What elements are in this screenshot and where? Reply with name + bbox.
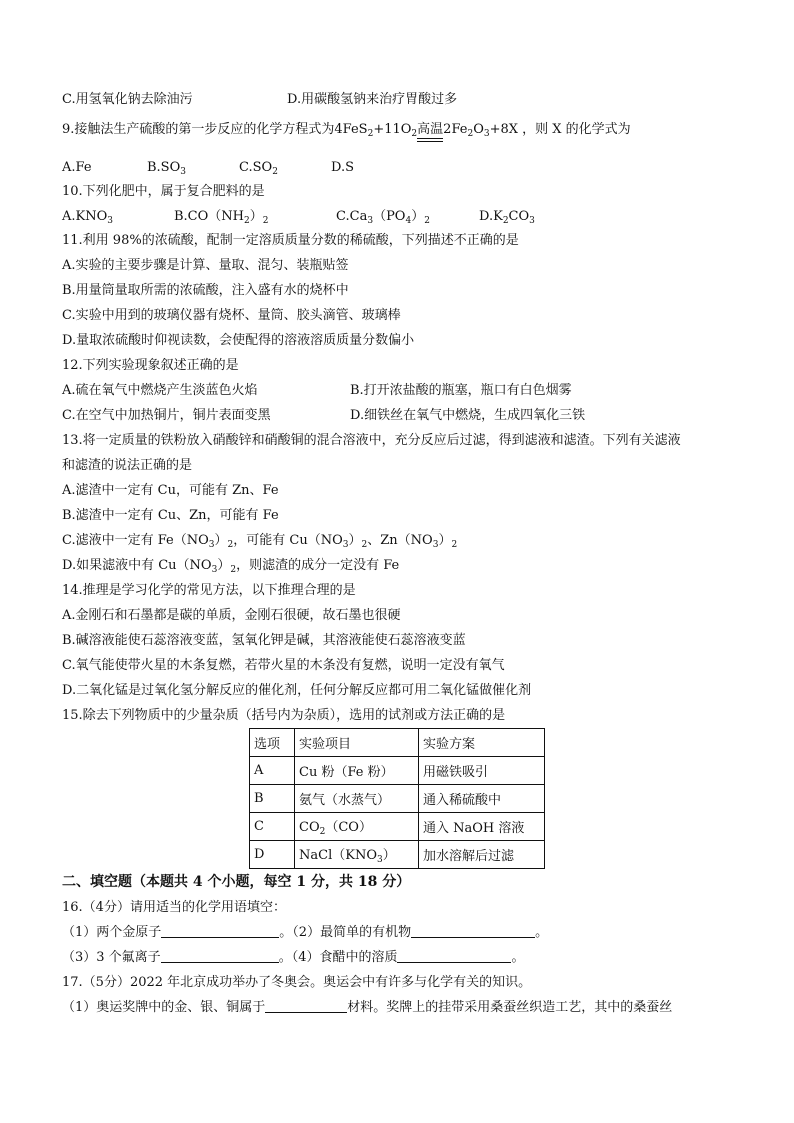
q13-option-b: B.滤渣中一定有 Cu、Zn，可能有 Fe (62, 508, 279, 523)
q16-row1: （1）两个金原子 。（2）最简单的有机物 。 (62, 925, 549, 940)
answer-blank[interactable] (397, 949, 511, 963)
table-header-cell: 选项 (250, 729, 295, 757)
q11-stem: 11.利用 98%的浓硫酸，配制一定溶质质量分数的稀硫酸，下列描述不正确的是 (62, 233, 519, 248)
table-cell: A (250, 757, 295, 785)
q14-stem: 14.推理是学习化学的常见方法，以下推理合理的是 (62, 583, 356, 598)
q10-option-b: $B.CO(NH_2)_2$ (174, 209, 269, 226)
table-cell: 用磁铁吸引 (419, 757, 545, 785)
section-title: 二、填空题（本题共 4 个小题，每空 1 分，共 18 分） (62, 874, 411, 890)
q12-option-b: B.打开浓盐酸的瓶塞，瓶口有白色烟雾 (350, 383, 572, 398)
q16-row2: （3）3 个氟离子 。（4）食醋中的溶质 。 (62, 950, 525, 965)
q9-stem-text: 9.接触法生产硫酸的第一步反应的化学方程式为 (62, 122, 335, 137)
q10-option-d: $D.K_2CO_3$ (479, 209, 535, 226)
table-cell: 加水溶解后过滤 (419, 841, 545, 869)
reaction-condition: 高温 (417, 122, 444, 137)
q9-stem-tail: ，则 X 的化学式为 (522, 122, 631, 137)
q12-option-c: C.在空气中加热铜片，铜片表面变黑 (62, 408, 271, 423)
q11-option-d: D.量取浓硫酸时仰视读数，会使配得的溶液溶质质量分数偏小 (62, 333, 415, 348)
table-header-row (250, 729, 545, 757)
q12-option-d: D.细铁丝在氧气中燃烧，生成四氧化三铁 (350, 408, 586, 423)
q13-option-c: C.滤液中一定有 $Fe(NO_3)_2$，可能有 $Cu(NO_3)_2$、$Zn(NO_3)_2$ (62, 533, 458, 550)
table-cell: 通入 NaOH 溶液 (419, 813, 545, 841)
q14-option-c: C.氧气能使带火星的木条复燃，若带火星的木条没有复燃，说明一定没有氧气 (62, 658, 505, 673)
table-cell: 通入稀硫酸中 (419, 785, 545, 813)
q12-stem: 12.下列实验现象叙述正确的是 (62, 358, 239, 373)
table-cell: $CO_2(CO)$ (295, 813, 419, 841)
q15-stem: 15.除去下列物质中的少量杂质（括号内为杂质），选用的试剂或方法正确的是 (62, 708, 506, 723)
table-cell: $NaCl(KNO_3)$ (295, 841, 419, 869)
table-cell: 氨气（水蒸气） (295, 785, 419, 813)
q17-stem: 17.（5分）2022 年北京成功举办了冬奥会。奥运会中有许多与化学有关的知识。 (62, 975, 532, 990)
q12-option-a: A.硫在氧气中燃烧产生淡蓝色火焰 (62, 383, 258, 398)
q8-option-c: C.用氢氧化钠去除油污 (62, 92, 193, 107)
q9-stem (62, 121, 631, 143)
answer-blank[interactable] (161, 924, 279, 938)
table-header-cell: 实验方案 (419, 729, 545, 757)
table-row (250, 813, 545, 841)
table-row (250, 785, 545, 813)
q15-table (249, 728, 545, 869)
table-row (250, 757, 545, 785)
answer-blank[interactable] (265, 999, 347, 1013)
q17-part1: （1）奥运奖牌中的金、银、铜属于 材料。奖牌上的挂带采用桑蚕丝织造工艺，其中的桑蚕丝 (62, 1000, 673, 1015)
q13-stem-line2: 和滤渣的说法正确的是 (62, 458, 193, 473)
q9-equation: $4FeS_2+11O_2$高温$2Fe_2O_3+8X$ (334, 122, 519, 139)
q10-stem: 10.下列化肥中，属于复合肥料的是 (62, 184, 265, 199)
q9-option-a: A.Fe (62, 160, 92, 175)
table-row (250, 841, 545, 869)
table-cell: Cu 粉（Fe 粉） (295, 757, 419, 785)
q9-option-b: $B.SO_3$ (147, 160, 186, 177)
q8-option-d: D.用碳酸氢钠来治疗胃酸过多 (287, 92, 458, 107)
q11-option-c: C.实验中用到的玻璃仪器有烧杯、量筒、胶头滴管、玻璃棒 (62, 308, 401, 323)
q16-stem: 16.（4分）请用适当的化学用语填空： (62, 900, 286, 915)
q11-option-a: A.实验的主要步骤是计算、量取、混匀、装瓶贴签 (62, 258, 349, 273)
q11-option-b: B.用量筒量取所需的浓硫酸，注入盛有水的烧杯中 (62, 283, 349, 298)
q14-option-b: B.碱溶液能使石蕊溶液变蓝，氢氧化钾是碱，其溶液能使石蕊溶液变蓝 (62, 633, 466, 648)
q9-option-d: D.S (331, 160, 354, 175)
table-cell: B (250, 785, 295, 813)
q9-option-c: $C.SO_2$ (239, 160, 278, 177)
q10-option-c: $C.Ca_3(PO_4)_2$ (336, 209, 430, 226)
q13-option-a: A.滤渣中一定有 Cu，可能有 Zn、Fe (62, 483, 279, 498)
table-cell: C (250, 813, 295, 841)
answer-blank[interactable] (411, 924, 535, 938)
answer-blank[interactable] (161, 949, 279, 963)
q10-option-a: $A.KNO_3$ (62, 209, 113, 226)
q14-option-a: A.金刚石和石墨都是碳的单质，金刚石很硬，故石墨也很硬 (62, 608, 401, 623)
q13-stem-line1: 13.将一定质量的铁粉放入硝酸锌和硝酸铜的混合溶液中，充分反应后过滤，得到滤液和滤渣。下列有关滤液 (62, 433, 681, 448)
q13-option-d: D.如果滤液中有 $Cu(NO_3)_2$，则滤渣的成分一定没有 Fe (62, 558, 400, 575)
table-cell: D (250, 841, 295, 869)
q14-option-d: D.二氧化锰是过氧化氢分解反应的催化剂，任何分解反应都可用二氧化锰做催化剂 (62, 683, 532, 698)
table-header-cell: 实验项目 (295, 729, 419, 757)
